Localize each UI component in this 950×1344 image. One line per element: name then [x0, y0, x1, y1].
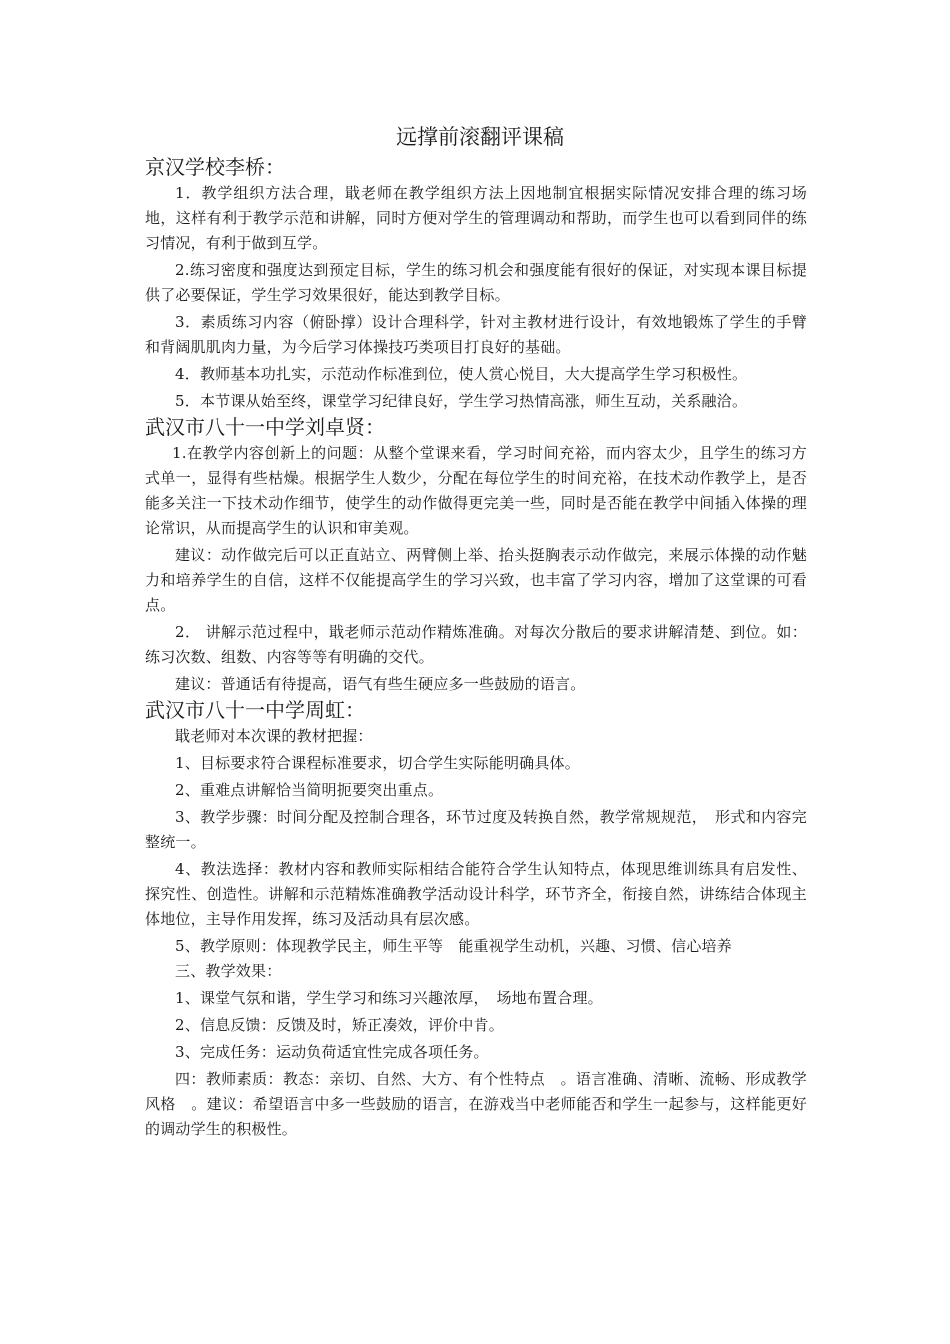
document-page — [145, 120, 807, 1142]
paragraph: 3、完成任务：运动负荷适宜性完成各项任务。 — [175, 1043, 489, 1061]
document-title: 远撑前滚翻评课稿 — [396, 125, 564, 149]
paragraph: 5．本节课从始至终，课堂学习纪律良好，学生学习热情高涨，师生互动，关系融洽。 — [175, 392, 748, 410]
paragraph: 5、教学原则：体现教学民主，师生平等 能重视学生动机，兴趣、习惯、信心培养 — [175, 937, 732, 955]
paragraph: 4、教法选择：教材内容和教师实际相结合能符合学生认知特点，体现思维训练具有启发性、探究性、创造性。讲解和示范精炼准确教学活动设计科学，环节齐全，衔接自然，讲练结合体现主体地位，主导作用发挥，练习及活动具有层次感。 — [145, 860, 807, 928]
paragraph: 1、课堂气氛和谐，学生学习和练习兴趣浓厚， 场地布置合理。 — [175, 989, 603, 1007]
section-heading-li-qiao: 京汉学校李桥： — [145, 155, 285, 179]
paragraph: 建议：普通话有待提高，语气有些生硬应多一些鼓励的语言。 — [175, 675, 586, 693]
paragraph: 2.练习密度和强度达到预定目标，学生的练习机会和强度能有很好的保证，对实现本课目标提供了必要保证，学生学习效果很好，能达到教学目标。 — [145, 261, 807, 304]
paragraph: 3、教学步骤：时间分配及控制合理各，环节过度及转换自然，教学常规规范， 形式和内容完整统一。 — [145, 808, 807, 851]
paragraph: 2、信息反馈：反馈及时，矫正凑效，评价中肯。 — [175, 1016, 504, 1034]
paragraph: 三、教学效果： — [175, 962, 282, 980]
paragraph: 戢老师对本次课的教材把握： — [175, 727, 373, 745]
paragraph: 2． 讲解示范过程中，戢老师示范动作精炼准确。对每次分散后的要求讲解清楚、到位。如：练习次数、组数、内容等等有明确的交代。 — [145, 623, 807, 666]
section-heading-liu-zhuoxian: 武汉市八十一中学刘卓贤： — [145, 415, 385, 439]
paragraph: 4．教师基本功扎实，示范动作标准到位，使人赏心悦目，大大提高学生学习积极性。 — [175, 365, 748, 383]
section-heading-zhou-hong: 武汉市八十一中学周虹： — [145, 698, 365, 722]
paragraph: 1、目标要求符合课程标准要求，切合学生实际能明确具体。 — [175, 754, 580, 772]
paragraph: 3．素质练习内容（俯卧撑）设计合理科学，针对主教材进行设计，有效地锻炼了学生的手臂和背阔肌肌肉力量，为今后学习体操技巧类项目打良好的基础。 — [145, 313, 807, 356]
paragraph: 1．教学组织方法合理，戢老师在教学组织方法上因地制宜根据实际情况安排合理的练习场地，这样有利于教学示范和讲解，同时方便对学生的管理调动和帮助，而学生也可以看到同伴的练习情况，有利于做到互学。 — [145, 184, 807, 252]
paragraph: 建议：动作做完后可以正直站立、两臂侧上举、抬头挺胸表示动作做完，来展示体操的动作魅力和培养学生的自信，这样不仅能提高学生的学习兴致，也丰富了学习内容，增加了这堂课的可看点。 — [145, 546, 807, 614]
paragraph: 四：教师素质：教态：亲切、自然、大方、有个性特点 。语言准确、清晰、流畅、形成教学风格 。建议：希望语言中多一些鼓励的语言，在游戏当中老师能否和学生一起参与，这样能更好的调动学生的积极性。 — [145, 1070, 807, 1138]
paragraph: 2、重难点讲解恰当简明扼要突出重点。 — [175, 781, 444, 799]
paragraph: 1.在教学内容创新上的问题：从整个堂课来看，学习时间充裕，而内容太少，且学生的练习方式单一，显得有些枯燥。根据学生人数少，分配在每位学生的时间充裕，在技术动作教学上，是否能多关注一下技术动作细节，使学生的动作做得更完美一些，同时是否能在教学中间插入体操的理论常识，从而提高学生的认识和审美观。 — [145, 444, 807, 537]
